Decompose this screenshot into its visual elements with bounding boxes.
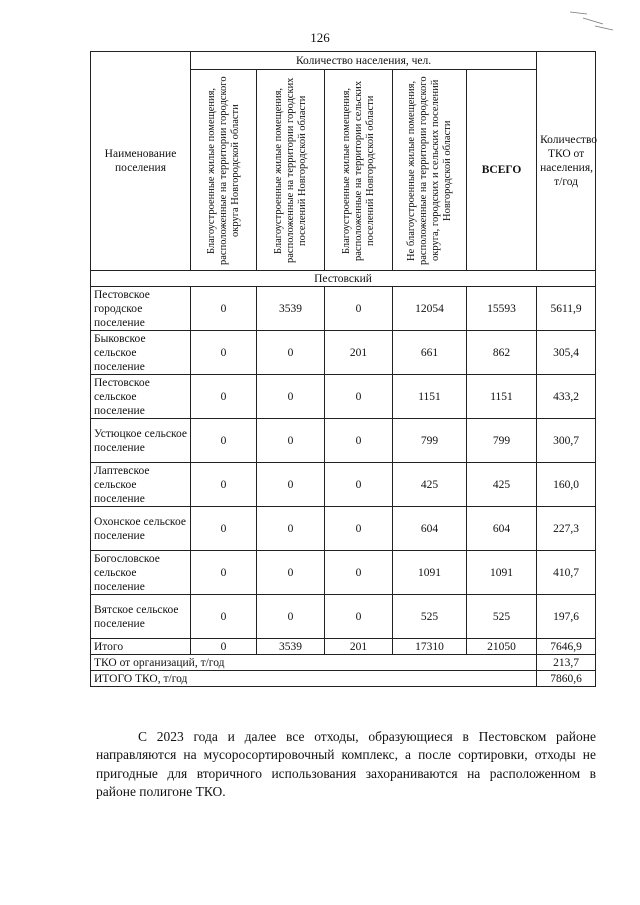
table-row	[91, 551, 596, 595]
cell-c1: 0	[191, 419, 257, 463]
header-settlement-name: Наименование поселения	[91, 52, 191, 271]
header-unimproved-housing: Не благоустроенные жилые помещения, расположенные на территории городского округа, городских и сельских поселений Новгородской области	[393, 70, 467, 271]
header-total-population: ВСЕГО	[467, 70, 537, 271]
cell-tko: 433,2	[537, 375, 596, 419]
cell-c2: 0	[257, 463, 325, 507]
summary-c3: 201	[325, 639, 393, 655]
settlement-name: Охонское сельское поселение	[91, 507, 191, 551]
cell-total: 604	[467, 507, 537, 551]
summary-tko: 7646,9	[537, 639, 596, 655]
cell-total: 799	[467, 419, 537, 463]
cell-c4: 1091	[393, 551, 467, 595]
table-row	[91, 375, 596, 419]
settlement-name: Пестовское сельское поселение	[91, 375, 191, 419]
cell-c1: 0	[191, 463, 257, 507]
settlement-name: Устюцкое сельское поселение	[91, 419, 191, 463]
cell-c1: 0	[191, 287, 257, 331]
summary-total: 21050	[467, 639, 537, 655]
cell-c4: 425	[393, 463, 467, 507]
settlement-name: Пестовское городское поселение	[91, 287, 191, 331]
table-row	[91, 507, 596, 551]
cell-c3: 0	[325, 595, 393, 639]
cell-c1: 0	[191, 331, 257, 375]
page-number: 126	[310, 30, 330, 45]
grand-total-value: 7860,6	[537, 671, 596, 687]
table-row	[91, 463, 596, 507]
summary-c2: 3539	[257, 639, 325, 655]
cell-c2: 3539	[257, 287, 325, 331]
cell-tko: 160,0	[537, 463, 596, 507]
org-tko-row	[91, 655, 596, 671]
header-urban-settlements-improved: Благоустроенные жилые помещения, расположенные на территории городских поселений Новгородской области	[257, 70, 325, 271]
cell-total: 862	[467, 331, 537, 375]
grand-total-row	[91, 671, 596, 687]
cell-c2: 0	[257, 507, 325, 551]
cell-c4: 525	[393, 595, 467, 639]
cell-total: 1151	[467, 375, 537, 419]
cell-c3: 0	[325, 463, 393, 507]
population-tko-table	[90, 51, 596, 687]
cell-c1: 0	[191, 507, 257, 551]
cell-c3: 0	[325, 287, 393, 331]
cell-c1: 0	[191, 551, 257, 595]
org-tko-value: 213,7	[537, 655, 596, 671]
cell-tko: 300,7	[537, 419, 596, 463]
cell-c4: 604	[393, 507, 467, 551]
table-row	[91, 331, 596, 375]
header-rural-settlements-improved: Благоустроенные жилые помещения, расположенные на территории сельских поселений Новгородской области	[325, 70, 393, 271]
cell-c2: 0	[257, 595, 325, 639]
scan-mark	[565, 6, 615, 36]
header-urban-district-improved: Благоустроенные жилые помещения, расположенные на территории городского округа Новгородской области	[191, 70, 257, 271]
cell-c3: 0	[325, 375, 393, 419]
header-tko-amount: Количество ТКО от населения, т/год	[537, 52, 596, 271]
summary-c4: 17310	[393, 639, 467, 655]
grand-total-label: ИТОГО ТКО, т/год	[91, 671, 537, 687]
table-row	[91, 287, 596, 331]
cell-total: 425	[467, 463, 537, 507]
section-title: Пестовский	[91, 271, 596, 287]
cell-total: 15593	[467, 287, 537, 331]
summary-label: Итого	[91, 639, 191, 655]
cell-c4: 12054	[393, 287, 467, 331]
settlement-name: Лаптевское сельское поселение	[91, 463, 191, 507]
cell-c4: 1151	[393, 375, 467, 419]
cell-c1: 0	[191, 375, 257, 419]
cell-c4: 799	[393, 419, 467, 463]
body-paragraph: С 2023 года и далее все отходы, образующиеся в Пестовском районе направляются на мусоросортировочный комплекс, а после сортировки, отходы не пригодные для вторичного использования захораниваются на расположенном в районе полигоне ТКО.	[96, 728, 596, 799]
cell-c2: 0	[257, 375, 325, 419]
cell-c3: 0	[325, 419, 393, 463]
cell-tko: 227,3	[537, 507, 596, 551]
org-tko-label: ТКО от организаций, т/год	[91, 655, 537, 671]
summary-c1: 0	[191, 639, 257, 655]
header-population-group: Количество населения, чел.	[191, 52, 537, 70]
cell-tko: 410,7	[537, 551, 596, 595]
cell-c3: 201	[325, 331, 393, 375]
settlement-name: Вятское сельское поселение	[91, 595, 191, 639]
cell-total: 1091	[467, 551, 537, 595]
cell-c2: 0	[257, 331, 325, 375]
cell-c2: 0	[257, 419, 325, 463]
cell-tko: 305,4	[537, 331, 596, 375]
cell-total: 525	[467, 595, 537, 639]
cell-c4: 661	[393, 331, 467, 375]
cell-c3: 0	[325, 507, 393, 551]
cell-c1: 0	[191, 595, 257, 639]
summary-row	[91, 639, 596, 655]
settlement-name: Быковское сельское поселение	[91, 331, 191, 375]
cell-tko: 197,6	[537, 595, 596, 639]
cell-tko: 5611,9	[537, 287, 596, 331]
cell-c3: 0	[325, 551, 393, 595]
cell-c2: 0	[257, 551, 325, 595]
settlement-name: Богословское сельское поселение	[91, 551, 191, 595]
table-row	[91, 419, 596, 463]
table-row	[91, 595, 596, 639]
